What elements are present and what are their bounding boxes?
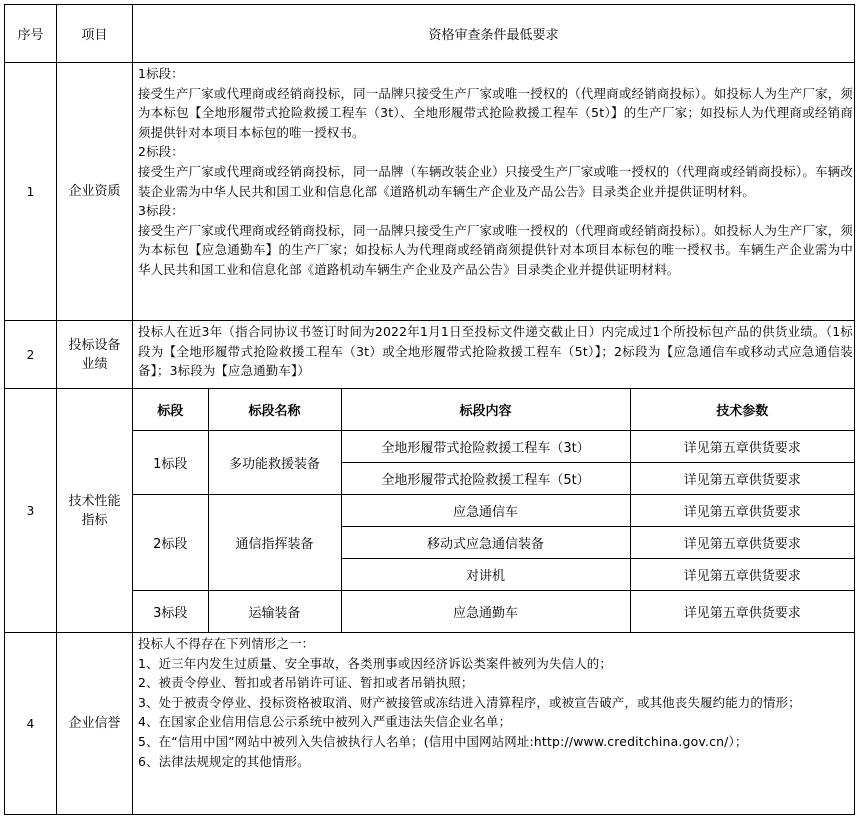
item-label-line: 业绩 <box>81 356 108 372</box>
row-number: 4 <box>5 633 57 815</box>
header-no: 序号 <box>5 5 57 63</box>
item-label-line: 投标设备 <box>68 337 121 353</box>
text-line: 1标段： <box>138 66 184 81</box>
text-line: 2标段： <box>138 144 184 160</box>
lot-table-cell <box>133 389 855 633</box>
lot-name: 通信指挥装备 <box>208 495 341 591</box>
lot-section: 3标段 <box>133 591 208 633</box>
row-number: 2 <box>5 321 57 389</box>
row-number: 3 <box>5 389 57 633</box>
text-line: 接受生产厂家或代理商或经销商投标，同一品牌只接受生产厂家或唯一授权的（代理商或经销商投标）。如投标人为生产厂家，须为本标包【应急通勤车】的生产厂家；如投标人为代理商或经销商须提供针对本项目本标包的唯一授权书。车辆生产企业需为中华人民共和国工业和信息化部《道路机动车辆生产企业及产品公告》目录类企业并提供证明材料。 <box>138 222 853 277</box>
text-line: 4、在国家企业信用信息公示系统中被列入严重违法失信企业名单； <box>138 714 512 730</box>
lot-name: 多功能救援装备 <box>208 431 341 495</box>
lot-content: 应急通信车 <box>341 495 630 527</box>
lot-params: 详见第五章供货要求 <box>630 527 854 559</box>
item-label-line: 指标 <box>81 512 108 528</box>
lot-params: 详见第五章供货要求 <box>630 591 854 633</box>
row-equipment-performance <box>5 321 855 389</box>
row-item-label <box>57 389 133 633</box>
item-label-line: 技术性能 <box>68 493 121 509</box>
row-enterprise-credit <box>5 633 855 815</box>
lot-row <box>133 591 854 633</box>
text-line: 5、在“信用中国”网站中被列入失信被执行人名单；(信用中国网站网址:http://www.creditchina.gov.cn/）； <box>138 733 748 749</box>
lot-row <box>133 495 854 527</box>
row-item-label: 企业信誉 <box>57 633 133 815</box>
text-line: 接受生产厂家或代理商或经销商投标，同一品牌只接受生产厂家或唯一授权的（代理商或经销商投标）。如投标人为生产厂家，须为本标包【全地形履带式抢险救援工程车（3t）、全地形履带式抢险救援工程车（5t）】的生产厂家；如投标人为代理商或经销商须提供针对本项目本标包的唯一授权书。 <box>138 85 853 140</box>
header-item: 项目 <box>57 5 133 63</box>
text-line: 6、法律法规规定的其他情形。 <box>138 753 310 769</box>
lot-name: 运输装备 <box>208 591 341 633</box>
row-technical-indicators <box>5 389 855 633</box>
row-requirement-text <box>133 63 855 321</box>
lot-row <box>133 431 854 463</box>
lot-table-header <box>133 389 854 431</box>
lot-header-name: 标段名称 <box>208 389 341 431</box>
lot-section: 2标段 <box>133 495 208 591</box>
lot-header-section: 标段 <box>133 389 208 431</box>
lot-params: 详见第五章供货要求 <box>630 559 854 591</box>
lot-params: 详见第五章供货要求 <box>630 431 854 463</box>
lot-header-content: 标段内容 <box>341 389 630 431</box>
lot-content: 应急通勤车 <box>341 591 630 633</box>
lot-section: 1标段 <box>133 431 208 495</box>
lot-header-params: 技术参数 <box>630 389 854 431</box>
lot-table <box>133 389 854 632</box>
row-item-label <box>57 321 133 389</box>
lot-content: 移动式应急通信装备 <box>341 527 630 559</box>
lot-content: 对讲机 <box>341 559 630 591</box>
row-number: 1 <box>5 63 57 321</box>
table-header-row <box>5 5 855 63</box>
text-line: 投标人不得存在下列情形之一： <box>138 636 315 651</box>
row-requirement-text <box>133 633 855 815</box>
row-item-label: 企业资质 <box>57 63 133 321</box>
qualification-requirements-table <box>4 4 855 815</box>
lot-content: 全地形履带式抢险救援工程车（3t） <box>341 431 630 463</box>
qualification-table-page <box>4 4 854 818</box>
text-line: 3、处于被责令停业、投标资格被取消、财产被接管或冻结进入清算程序，或被宣告破产，或其他丧失履约能力的情形； <box>138 694 801 710</box>
row-enterprise-qualification <box>5 63 855 321</box>
text-line: 3标段： <box>138 203 184 219</box>
header-requirement: 资格审查条件最低要求 <box>133 5 855 63</box>
lot-params: 详见第五章供货要求 <box>630 463 854 495</box>
text-line: 1、近三年内发生过质量、安全事故，各类刑事或因经济诉讼类案件被列为失信人的； <box>138 655 612 671</box>
lot-content: 全地形履带式抢险救援工程车（5t） <box>341 463 630 495</box>
text-line: 接受生产厂家或代理商或经销商投标，同一品牌（车辆改装企业）只接受生产厂家或唯一授权的（代理商或经销商投标）。车辆改装企业需为中华人民共和国工业和信息化部《道路机动车辆生产企业及产品公告》目录类企业并提供证明材料。 <box>138 163 853 199</box>
row-requirement-text: 投标人在近3年（指合同协议书签订时间为2022年1月1日至投标文件递交截止日）内完成过1个所投标包产品的供货业绩。（1标段为【全地形履带式抢险救援工程车（3t）或全地形履带式抢险救援工程车（5t）】；2标段为【应急通信车或移动式应急通信装备】；3标段为【应急通勤车】） <box>133 321 855 389</box>
text-line: 2、被责令停业、暂扣或者吊销许可证、暂扣或者吊销执照； <box>138 675 474 691</box>
lot-params: 详见第五章供货要求 <box>630 495 854 527</box>
